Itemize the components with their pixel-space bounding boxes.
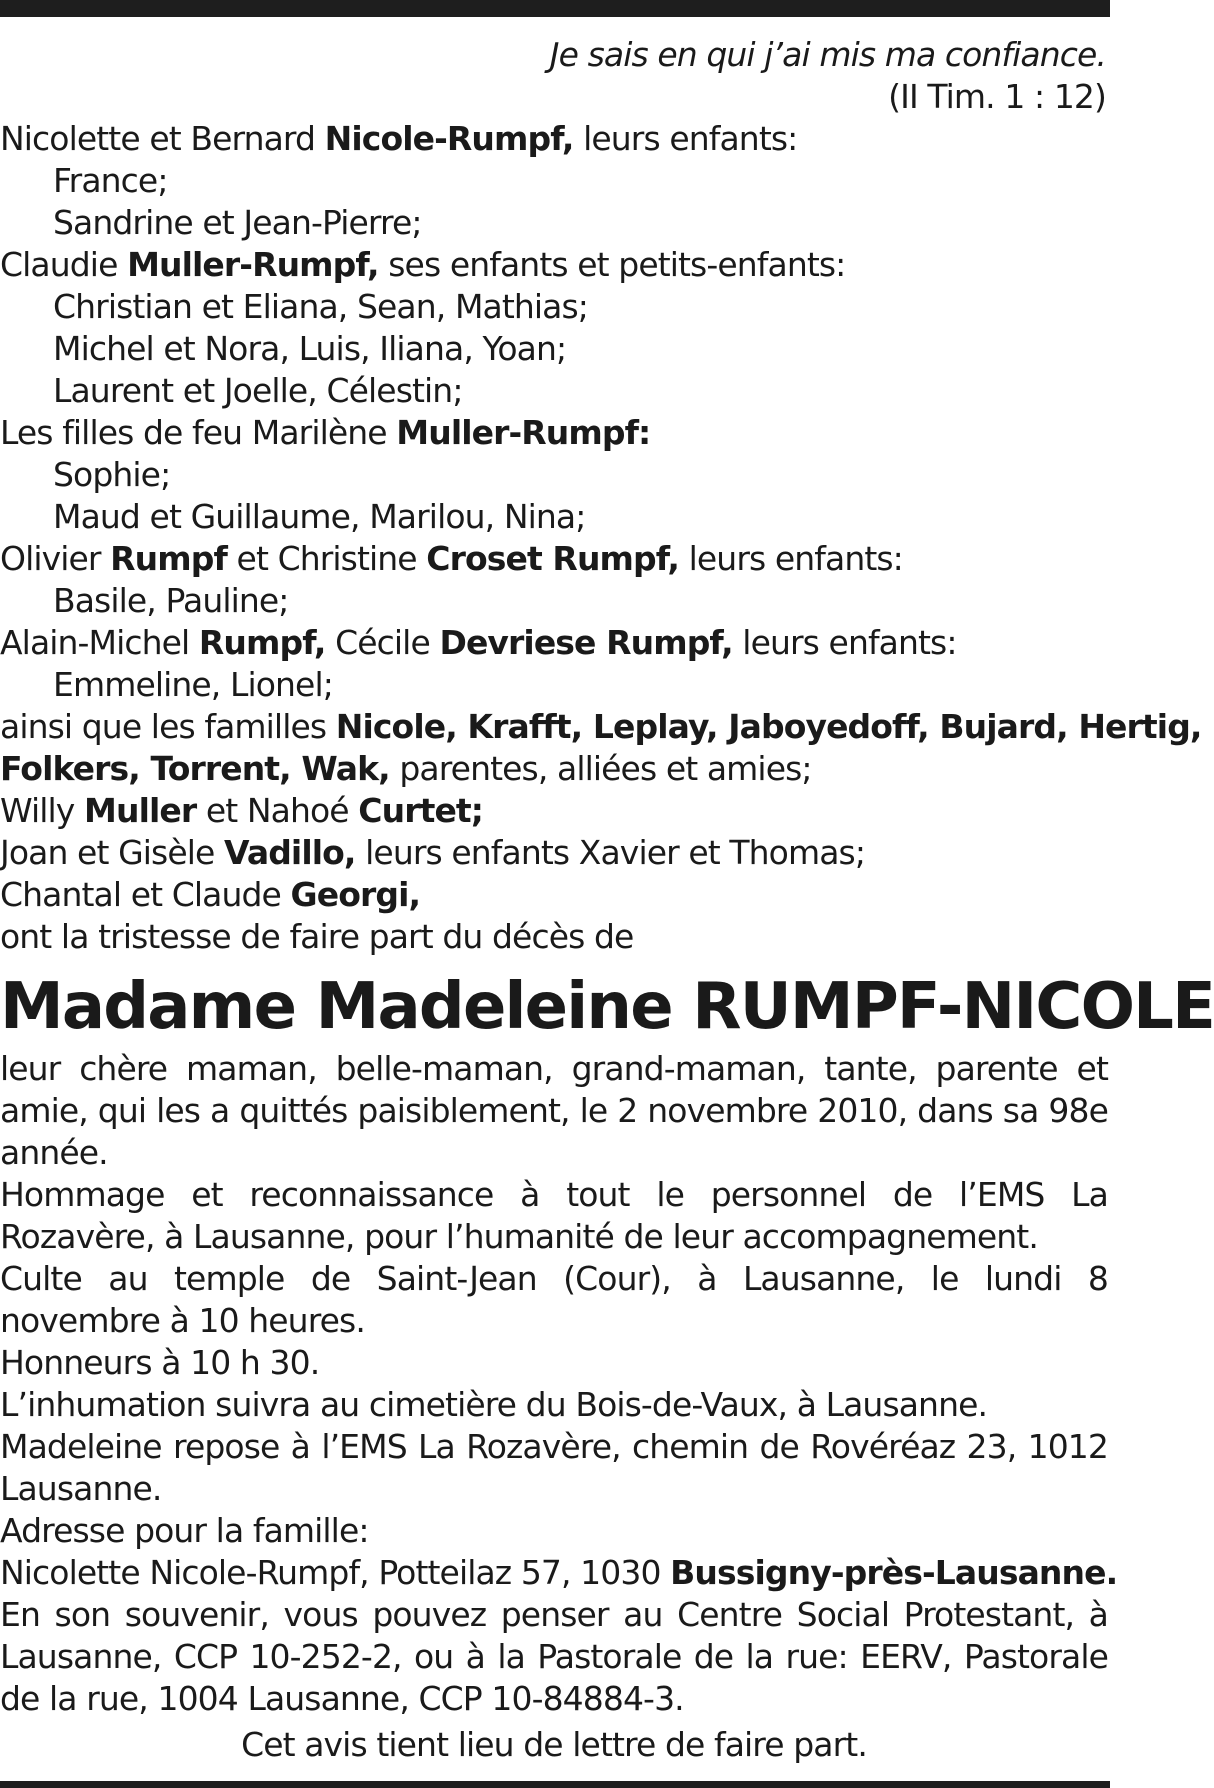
deceased-name: Madame Madeleine RUMPF-NICOLE (0, 970, 1214, 1044)
family-line (0, 874, 1108, 916)
text: et Christine (226, 539, 427, 578)
surname: Nicole, Krafft, Leplay, Jaboyedoff, Bujard, Hertig, (335, 707, 1202, 746)
surname: Muller (84, 791, 197, 830)
text: Alain-Michel (0, 623, 199, 662)
family-list (0, 118, 1202, 958)
body-paragraph: leur chère maman, belle-maman, grand-maman, tante, parente et amie, qui les a quittés paisiblement, le 2 novembre 2010, dans sa 98e année. (0, 1049, 1108, 1172)
family-line (0, 706, 1202, 748)
body-paragraph: Adresse pour la famille: (0, 1511, 369, 1550)
surname: Muller-Rumpf, (127, 245, 379, 284)
family-line: Laurent et Joelle, Célestin; (53, 371, 463, 410)
family-line (0, 412, 1108, 454)
text: Nicolette et Bernard (0, 119, 325, 158)
closing-line: Cet avis tient lieu de lettre de faire part. (241, 1725, 867, 1764)
family-line: Michel et Nora, Luis, Iliana, Yoan; (53, 329, 567, 368)
body-paragraph: Hommage et reconnaissance à tout le personnel de l’EMS La Rozavère, à Lausanne, pour l’humanité de leur accompagnement. (0, 1175, 1108, 1256)
body-paragraph: En son souvenir, vous pouvez penser au Centre Social Protestant, à Lausanne, CCP 10-252-2, ou à la Pastorale de la rue: EERV, Pastorale de la rue, 1004 Lausanne, CCP 10-84884-3. (0, 1595, 1108, 1718)
text: Joan et Gisèle (0, 833, 224, 872)
family-line (0, 832, 1108, 874)
text: Willy (0, 791, 85, 830)
family-line: France; (53, 161, 168, 200)
body-paragraph: Honneurs à 10 h 30. (0, 1343, 320, 1382)
family-line (0, 538, 1108, 580)
epigraph-quote: Je sais en qui j’ai mis ma confiance. (549, 35, 1106, 74)
family-line (0, 244, 1108, 286)
body-paragraph (0, 1552, 1118, 1594)
bottom-rule (0, 1781, 1110, 1788)
text: Olivier (0, 539, 111, 578)
family-line (0, 748, 1108, 790)
text: Cécile (325, 623, 440, 662)
text: leurs enfants Xavier et Thomas; (355, 833, 866, 872)
text: ses enfants et petits-enfants: (378, 245, 846, 284)
notice-body (0, 1048, 1118, 1720)
family-line (0, 790, 1108, 832)
text: Nicolette Nicole-Rumpf, Potteilaz 57, 1030 (0, 1553, 671, 1592)
surname: Rumpf, (198, 623, 326, 662)
text: Chantal et Claude (0, 875, 291, 914)
surname: Devriese Rumpf, (439, 623, 733, 662)
family-line: Emmeline, Lionel; (53, 665, 333, 704)
surname: Curtet; (358, 791, 484, 830)
surname: Croset Rumpf, (426, 539, 680, 578)
surname: Muller-Rumpf: (396, 413, 651, 452)
body-paragraph: Culte au temple de Saint-Jean (Cour), à Lausanne, le lundi 8 novembre à 10 heures. (0, 1259, 1108, 1340)
surname: Nicole-Rumpf, (324, 119, 574, 158)
body-paragraph: L’inhumation suivra au cimetière du Bois-de-Vaux, à Lausanne. (0, 1385, 988, 1424)
place-name: Bussigny-près-Lausanne. (670, 1553, 1118, 1592)
surname: Rumpf (110, 539, 227, 578)
text: parentes, alliées et amies; (389, 749, 812, 788)
epigraph-reference: (II Tim. 1 : 12) (888, 77, 1106, 116)
family-line (0, 622, 1108, 664)
text: et Nahoé (196, 791, 359, 830)
family-line: ont la tristesse de faire part du décès de (0, 917, 634, 956)
family-line: Basile, Pauline; (53, 581, 289, 620)
body-paragraph: Madeleine repose à l’EMS La Rozavère, chemin de Rovéréaz 23, 1012 Lausanne. (0, 1427, 1108, 1508)
text: Les filles de feu Marilène (0, 413, 397, 452)
text: leurs enfants: (573, 119, 798, 158)
family-line: Sandrine et Jean-Pierre; (53, 203, 422, 242)
text: leurs enfants: (732, 623, 957, 662)
text: ainsi que les familles (0, 707, 336, 746)
family-line: Christian et Eliana, Sean, Mathias; (53, 287, 588, 326)
family-line: Sophie; (53, 455, 171, 494)
top-rule (0, 0, 1110, 17)
surname: Vadillo, (223, 833, 356, 872)
text: Claudie (0, 245, 128, 284)
family-line (0, 118, 1108, 160)
text: leurs enfants: (679, 539, 903, 578)
family-line: Maud et Guillaume, Marilou, Nina; (53, 497, 586, 536)
obituary-notice (0, 34, 1214, 1766)
surname: Georgi, (290, 875, 421, 914)
epigraph (0, 34, 1108, 118)
surname: Folkers, Torrent, Wak, (0, 749, 390, 788)
